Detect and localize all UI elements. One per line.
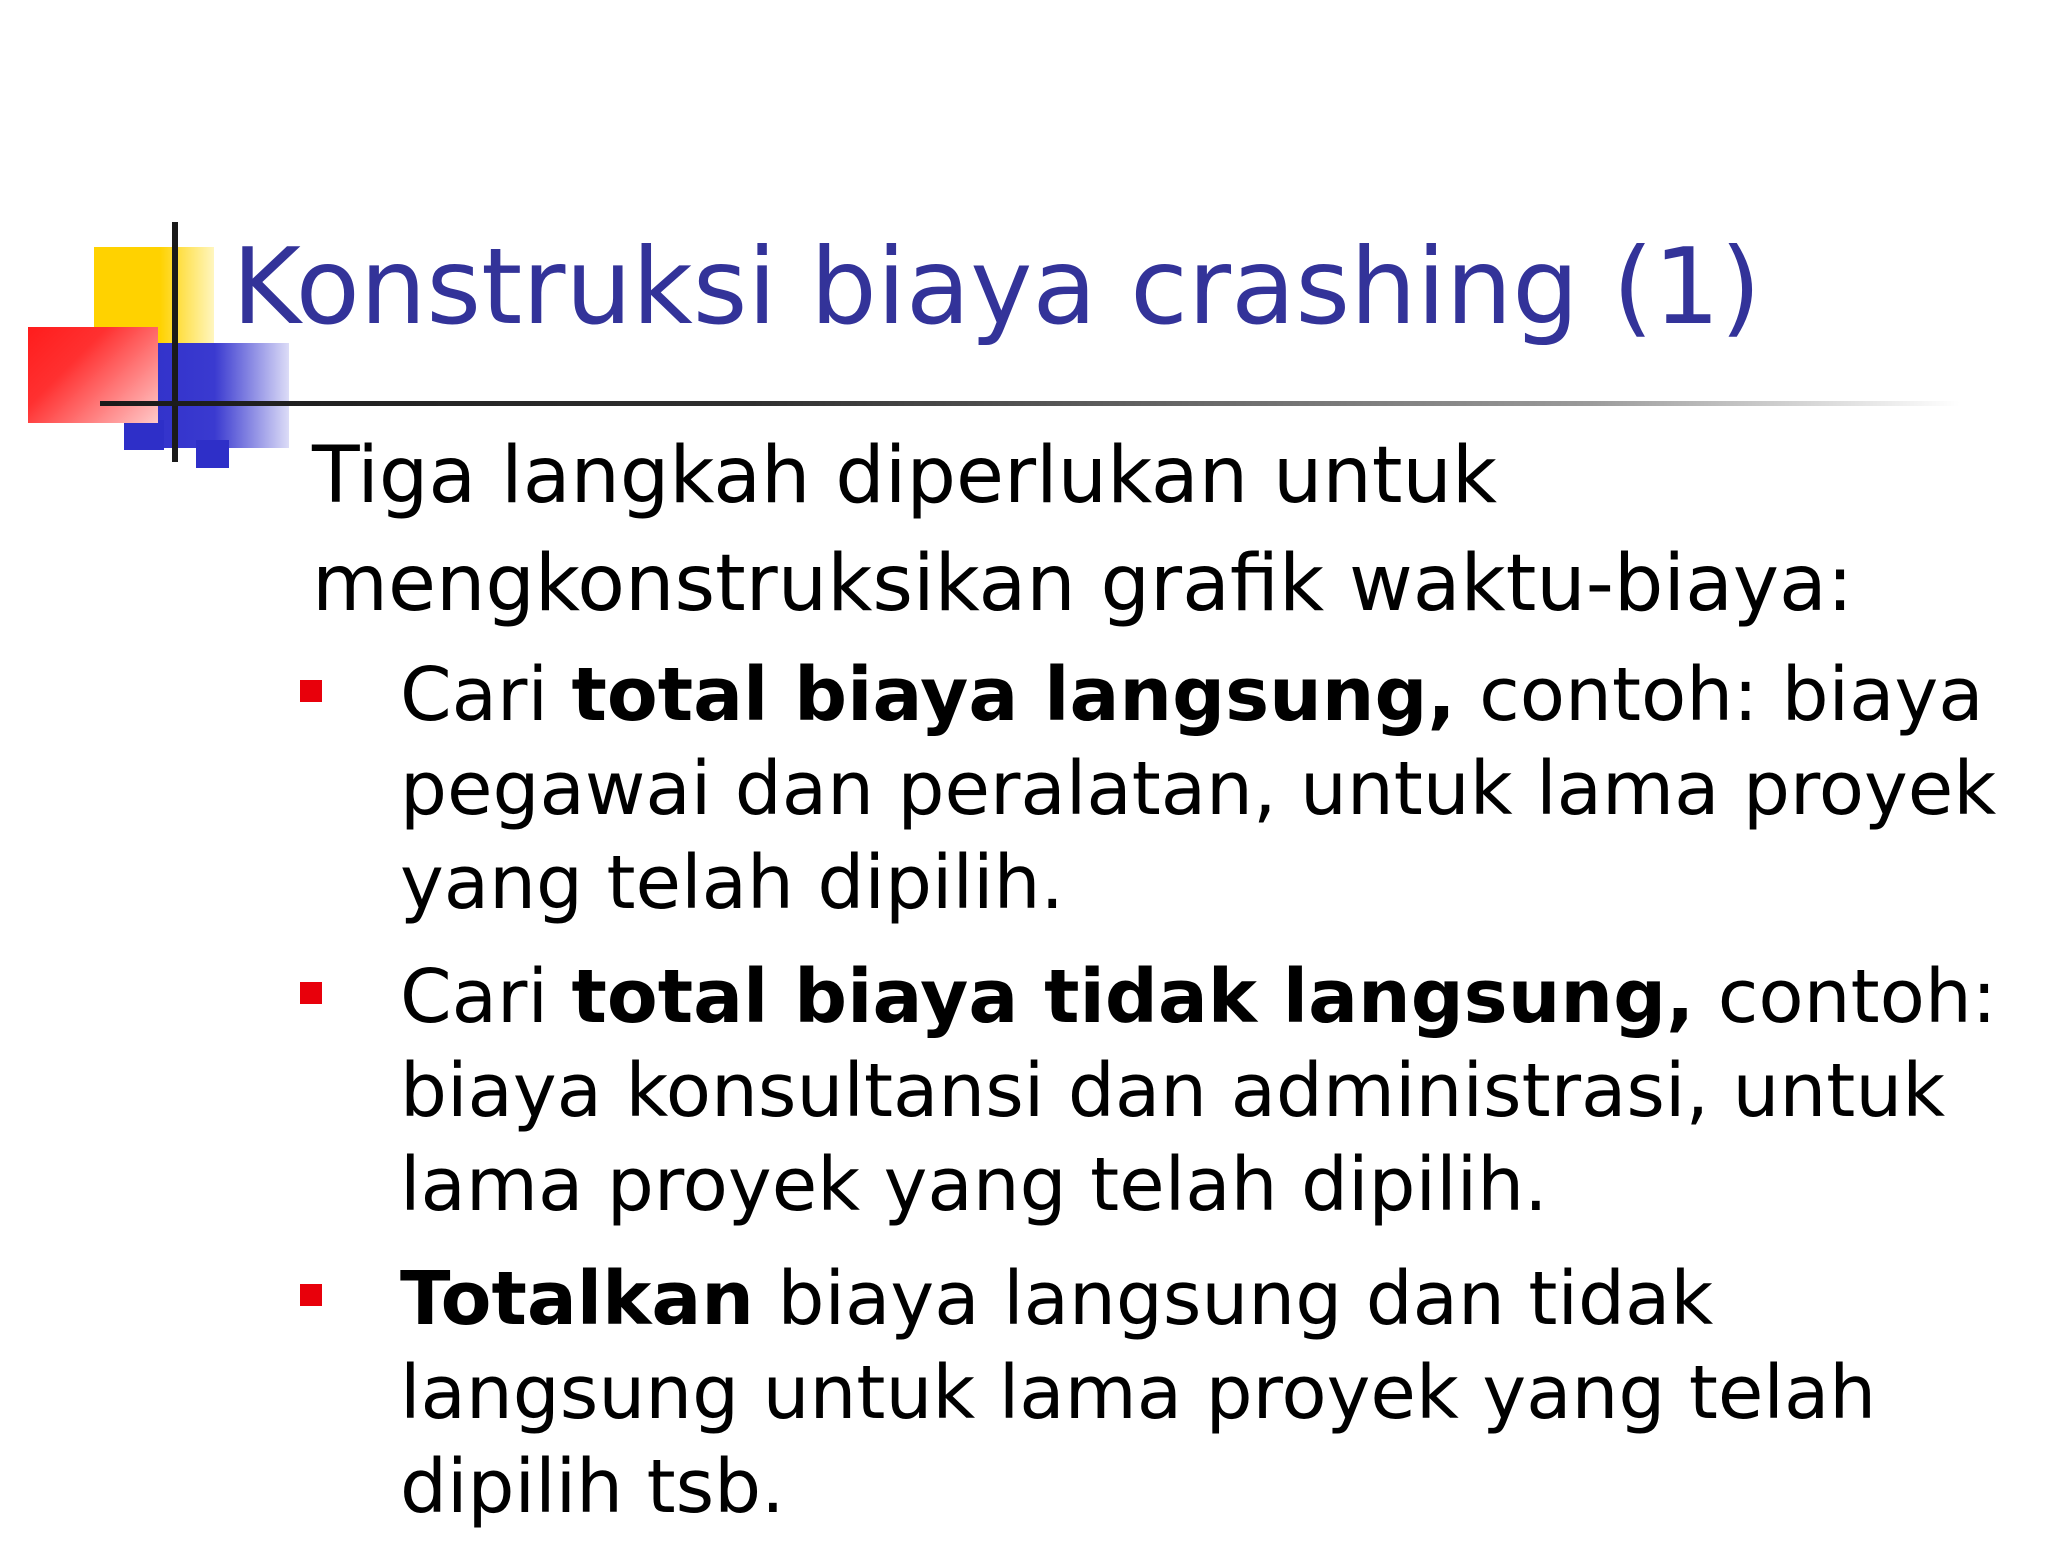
bullet-text-bold: total biaya tidak langsung,	[571, 954, 1695, 1040]
bullet-text-post: biaya langsung dan tidak langsung untuk lama proyek yang telah dipilih tsb.	[400, 1256, 1877, 1530]
bullet-text-pre: Cari	[400, 954, 572, 1040]
red-square-bullet-icon	[300, 1284, 322, 1306]
red-square-bullet-icon	[300, 680, 322, 702]
logo-vertical-line	[172, 222, 178, 462]
red-square-bullet-icon	[300, 982, 322, 1004]
bullet-item	[290, 1252, 2010, 1534]
slide-title: Konstruksi biaya crashing (1)	[232, 226, 1762, 348]
intro-text: Tiga langkah diperlukan untuk mengkonstruksikan grafik waktu-biaya:	[312, 431, 1854, 629]
logo-blue-block	[124, 420, 164, 450]
bullet-text-post: contoh: biaya pegawai dan peralatan, untuk lama proyek yang telah dipilih.	[400, 652, 1997, 926]
bullet-item	[290, 648, 2010, 930]
bullet-text-pre: Cari	[400, 652, 572, 738]
bullet-text-bold: total biaya langsung,	[571, 652, 1456, 738]
logo-blue-block	[196, 440, 229, 468]
bullet-list	[290, 648, 2010, 1554]
bullet-text-post: contoh: biaya konsultansi dan administrasi, untuk lama proyek yang telah dipilih.	[400, 954, 1997, 1228]
bullet-item	[290, 950, 2010, 1232]
bullet-text-bold: Totalkan	[400, 1256, 754, 1342]
title-underline-divider	[100, 401, 1960, 406]
logo-red-square	[28, 327, 158, 423]
